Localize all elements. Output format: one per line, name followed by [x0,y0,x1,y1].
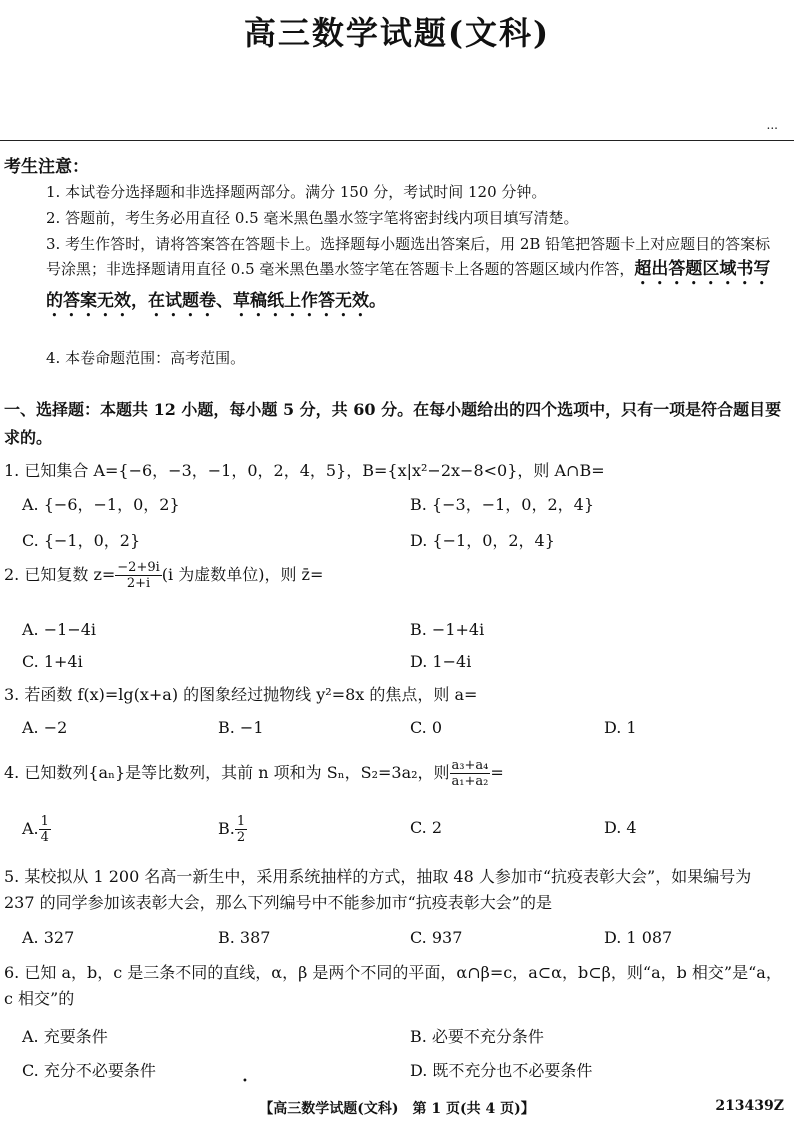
q4-option-d: D. 4 [604,818,637,837]
q4-option-b [218,814,247,845]
q4-option-a-den: 4 [40,830,49,845]
q4-option-b-frac [235,814,247,845]
q3-option-a: A. −2 [22,718,68,737]
notice-item-3-text: 3. 考生作答时，请将答案答在答题卡上。选择题每小题选出答案后，用 2B 铅笔把答题卡上对应题目的答案标号涂黑；非选择题请用直径 0.5 毫米黑色墨水签字笔在答题卡上各题的答题区域内作答， [46,235,771,278]
q3-option-c: C. 0 [410,718,443,737]
notice-item-4: 4. 本卷命题范围：高考范围。 [46,349,246,367]
q5-option-d: D. 1 087 [604,928,673,947]
paper-code: 213439Z [715,1098,784,1114]
corner-mark: ... [766,118,778,132]
question-5-stem: 5. 某校拟从 1 200 名高一新生中，采用系统抽样的方式，抽取 48 人参加市“抗疫表彰大会”，如果编号为 237 的同学参加该表彰大会，那么下列编号中不能参加市“抗疫表彰大会”的是 [4,867,752,912]
q1-option-a: A. {−6，−1，0，2} [22,495,180,514]
question-4-stem [4,758,784,789]
q1-option-c: C. {−1，0，2} [22,531,141,550]
q5-option-a: A. 327 [22,928,75,947]
q6-option-c: C. 充分不必要条件 [22,1061,156,1080]
q4-option-b-num: 1 [236,814,246,829]
q6-option-a: A. 充要条件 [22,1027,108,1046]
q3-option-d: D. 1 [604,718,637,737]
notice-item-1: 1. 本试卷分选择题和非选择题两部分。满分 150 分，考试时间 120 分钟。 [46,183,547,201]
q4-frac-den: a₁+a₂ [451,774,489,789]
q6-option-d: D. 既不充分也不必要条件 [410,1061,593,1080]
notice-heading: 考生注意： [4,157,89,177]
q1-option-d: D. {−1，0，2，4} [410,531,555,550]
q4-stem-post: = [490,763,504,782]
footer-dot: • [242,1076,248,1087]
notice-item-2: 2. 答题前，考生务必用直径 0.5 毫米黑色墨水签字笔将密封线内项目填写清楚。 [46,209,579,227]
q4-stem-pre: 4. 已知数列{aₙ}是等比数列，其前 n 项和为 Sₙ，S₂=3a₂，则 [4,763,450,782]
q2-option-c: C. 1+4i [22,652,83,671]
notice-item-3 [46,232,774,321]
q2-option-a: A. −1−4i [22,620,97,639]
q5-option-c: C. 937 [410,928,463,947]
q3-option-b: B. −1 [218,718,264,737]
q5-option-b: B. 387 [218,928,271,947]
question-6-stem: 6. 已知 a，b，c 是三条不同的直线，α，β 是两个不同的平面，α∩β=c，a⊂α，b⊂β，则“a，b 相交”是“a，c 相交”的 [4,963,782,1008]
q2-fraction [115,560,162,591]
q4-option-b-den: 2 [236,830,246,845]
q2-option-b: B. −1+4i [410,620,485,639]
q4-option-b-label: B. [218,819,235,838]
question-3-stem: 3. 若函数 f(x)=lg(x+a) 的图象经过抛物线 y²=8x 的焦点，则 a= [4,685,478,704]
q4-option-a-frac [39,814,51,845]
q4-option-a [22,814,51,845]
q2-stem-pre: 2. 已知复数 z= [4,565,116,584]
page-footer: 【高三数学试题(文科) 第 1 页(共 4 页)】 [259,1101,535,1117]
question-2-stem [4,560,784,591]
q2-frac-num: −2+9i [117,560,160,575]
q4-fraction [450,758,491,789]
q4-option-c: C. 2 [410,818,443,837]
q6-option-b: B. 必要不充分条件 [410,1027,544,1046]
q1-option-b: B. {−3，−1，0，2，4} [410,495,595,514]
q2-stem-post: (i 为虚数单位)，则 z̄= [161,565,324,584]
section-heading: 一、选择题：本题共 12 小题，每小题 5 分，共 60 分。在每小题给出的四个选项中，只有一项是符合题目要求的。 [4,400,782,447]
q4-option-a-label: A. [22,819,39,838]
q2-option-d: D. 1−4i [410,652,472,671]
question-1-stem: 1. 已知集合 A={−6，−3，−1，0，2，4，5}，B={x|x²−2x−8<0}，则 A∩B= [4,461,605,480]
q4-frac-num: a₃+a₄ [451,758,489,773]
page-title: 高三数学试题(文科) [243,14,551,52]
notice-emphasis: 超出答题区域书写的答案无效，在试题卷、草稿纸上作答无效。 [46,259,771,311]
header-divider [0,140,794,141]
q4-option-a-num: 1 [40,814,49,829]
q2-frac-den: 2+i [126,576,151,591]
